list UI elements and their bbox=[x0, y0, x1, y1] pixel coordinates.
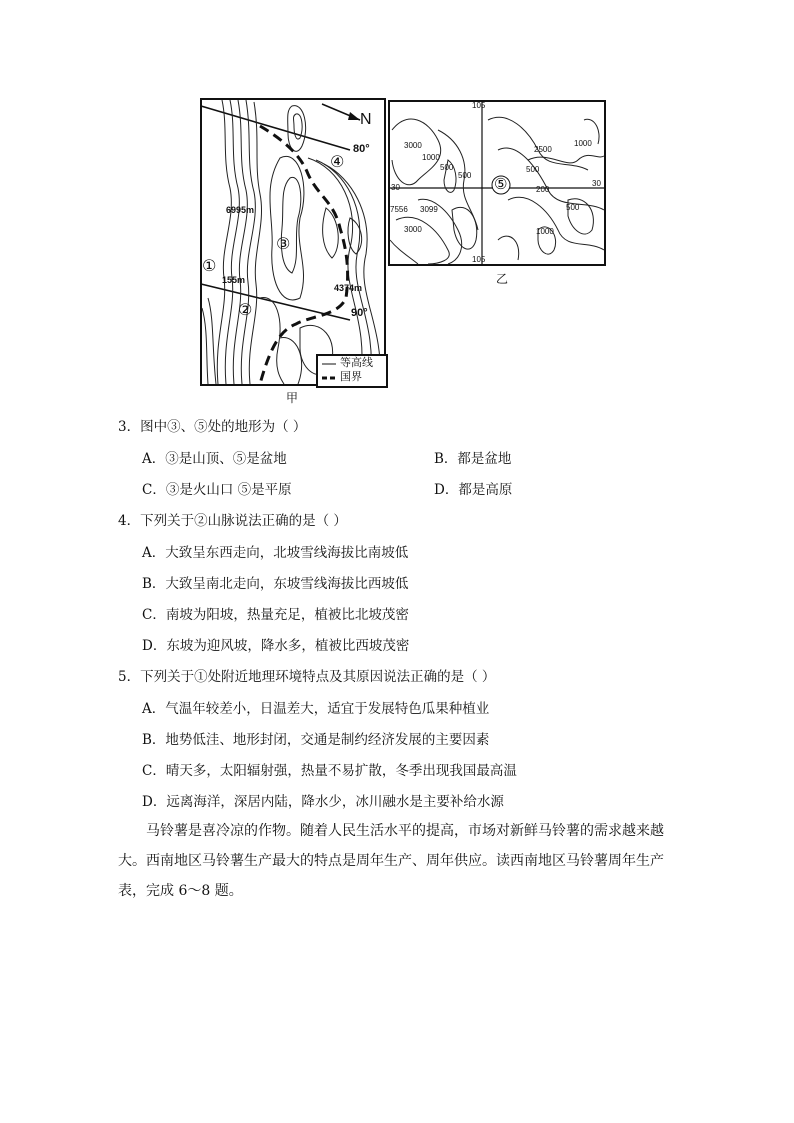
lat-30-left: 30 bbox=[391, 183, 400, 192]
map-legend bbox=[316, 354, 388, 388]
contour-500-a: 500 bbox=[440, 163, 454, 172]
elevation-6995: 6995m bbox=[226, 205, 255, 215]
question-5-stem: 5．下列关于①处附近地理环境特点及其原因说法正确的是（ ） bbox=[118, 669, 496, 685]
marker-5: ⑤ bbox=[494, 175, 508, 193]
question-4-option-a[interactable]: A．大致呈东西走向，北坡雪线海拔比南坡低 bbox=[142, 545, 409, 561]
marker-4: ④ bbox=[330, 152, 345, 171]
question-5-option-c[interactable]: C．晴天多，太阳辐射强，热量不易扩散，冬季出现我国最高温 bbox=[142, 763, 517, 779]
lon-105-bottom: 105 bbox=[472, 255, 486, 264]
question-4-option-b[interactable]: B．大致呈南北走向，东坡雪线海拔比西坡低 bbox=[142, 576, 409, 592]
north-label: N bbox=[360, 111, 372, 128]
contour-7556: 7556 bbox=[390, 205, 408, 214]
contour-3099: 3099 bbox=[420, 205, 438, 214]
lat-80-label: 80° bbox=[353, 143, 370, 155]
question-5-option-a[interactable]: A．气温年较差小，日温差大，适宜于发展特色瓜果种植业 bbox=[142, 701, 490, 717]
elevation-155: 155m bbox=[222, 275, 246, 285]
contour-200: 200 bbox=[536, 185, 550, 194]
question-4-option-c[interactable]: C．南坡为阳坡，热量充足，植被比北坡茂密 bbox=[142, 607, 409, 623]
map-yi bbox=[388, 100, 606, 266]
contour-500-d: 500 bbox=[566, 203, 580, 212]
lat-30-right: 30 bbox=[592, 179, 601, 188]
question-4-option-d[interactable]: D．东坡为迎风坡，降水多，植被比西坡茂密 bbox=[142, 638, 410, 654]
legend-contour-label: 等高线 bbox=[340, 357, 373, 369]
contour-1000-b: 1000 bbox=[574, 139, 592, 148]
contour-3000-a: 3000 bbox=[404, 141, 422, 150]
contour-500-c: 500 bbox=[526, 165, 540, 174]
lon-105-top: 105 bbox=[472, 101, 486, 110]
question-4-stem: 4．下列关于②山脉说法正确的是（ ） bbox=[118, 513, 347, 529]
question-5-option-d[interactable]: D．远离海洋，深居内陆，降水少，冰川融水是主要补给水源 bbox=[142, 794, 504, 810]
map-jia bbox=[200, 98, 386, 386]
passage-potato: 马铃薯是喜冷凉的作物。随着人民生活水平的提高，市场对新鲜马铃薯的需求越来越大。西南地区马铃薯生产最大的特点是周年生产、周年供应。读西南地区马铃薯周年生产表，完成 6～8 题。 bbox=[118, 823, 664, 899]
question-3-option-d[interactable]: D．都是高原 bbox=[434, 482, 513, 498]
contour-1000-a: 1000 bbox=[422, 153, 440, 162]
question-3-option-b[interactable]: B．都是盆地 bbox=[434, 451, 512, 467]
map-jia-drawing bbox=[200, 98, 386, 386]
contour-1000-c: 1000 bbox=[536, 227, 554, 236]
caption-yi: 乙 bbox=[496, 272, 509, 286]
question-3-option-a[interactable]: A．③是山顶、⑤是盆地 bbox=[142, 451, 287, 467]
contour-2500: 2500 bbox=[534, 145, 552, 154]
legend-border-label: 国界 bbox=[340, 371, 362, 383]
question-3-stem: 3．图中③、⑤处的地形为（ ） bbox=[118, 419, 307, 435]
elevation-4374: 4374m bbox=[334, 283, 363, 293]
contour-3000-b: 3000 bbox=[404, 225, 422, 234]
contour-500-b: 500 bbox=[458, 171, 472, 180]
lat-90-label: 90° bbox=[351, 307, 368, 319]
question-5-option-b[interactable]: B．地势低洼、地形封闭，交通是制约经济发展的主要因素 bbox=[142, 732, 490, 748]
caption-jia: 甲 bbox=[286, 391, 299, 405]
marker-3: ③ bbox=[276, 234, 291, 253]
question-3-option-c[interactable]: C．③是火山口 ⑤是平原 bbox=[142, 482, 292, 498]
marker-1: ① bbox=[202, 256, 217, 275]
marker-2: ② bbox=[238, 300, 253, 319]
